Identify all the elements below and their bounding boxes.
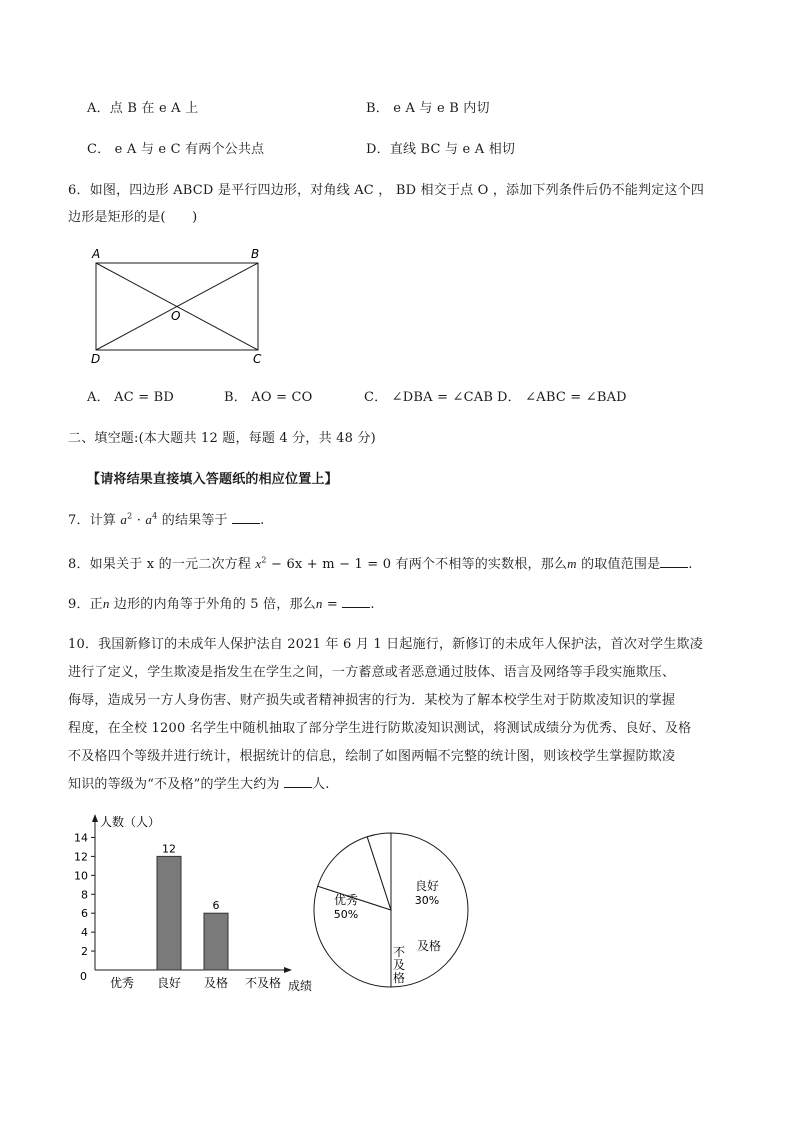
y-tick-label: 4 [81, 926, 88, 940]
section2-note: 【请将结果直接填入答题纸的相应位置上】 [87, 472, 338, 487]
x-category-label: 及格 [203, 976, 229, 990]
q7-exp1: 2 [127, 511, 133, 521]
q9-line [68, 593, 375, 612]
q10-line1: 10．我国新修订的未成年人保护法自 2021 年 6 月 1 日起施行，新修订的未成年人保护法，首次对学生欺凌 [68, 637, 703, 652]
pie-slice-label: 优秀 [333, 893, 359, 907]
x-axis-arrow [284, 967, 292, 973]
bar-chart [60, 808, 320, 998]
q7-a2: a [145, 512, 153, 527]
q6-option-d: D． ∠ABC = ∠BAD [497, 390, 627, 405]
q6-option-b: B． AO = CO [224, 390, 313, 405]
q5-option-d: D．直线 BC 与 e A 相切 [366, 142, 516, 157]
q8-eq: − 6x + m − 1 = 0 [266, 557, 392, 572]
q7-answer-blank[interactable] [232, 511, 260, 524]
q9-mid: 边形的内角等于外角的 5 倍，那么 [109, 597, 316, 612]
pie-slice-label: 格 [392, 971, 406, 985]
pie-slice-label: 不 [392, 945, 406, 959]
x-category-label: 不及格 [244, 976, 282, 990]
q8-end: . [688, 557, 693, 572]
q7-exp2: 4 [152, 511, 158, 521]
y-tick-label: 10 [74, 869, 88, 883]
y-axis-arrow [92, 814, 98, 822]
q6-option-a: A． AC = BD [87, 390, 174, 405]
pie-slice-label: 良好 [414, 879, 440, 893]
bar [157, 856, 181, 970]
parallelogram-figure [84, 243, 284, 373]
label-o: O [171, 309, 181, 323]
q5-option-c: C． e A 与 e C 有两个公共点 [87, 142, 265, 157]
pie-slice-label: 及 [392, 958, 406, 972]
bar-value-label: 12 [162, 842, 176, 856]
pie-chart [311, 830, 471, 990]
q8-exp: 2 [261, 555, 267, 565]
q7-end: . [260, 513, 265, 528]
q8-x: x [255, 556, 262, 571]
y-tick-label: 2 [81, 945, 88, 959]
q6-option-c: C． ∠DBA = ∠CAB [364, 390, 494, 405]
q8-mid: 有两个不相等的实数根，那么 [391, 557, 568, 572]
q7-pre: 7．计算 [68, 513, 121, 528]
q7-a1: a [120, 512, 128, 527]
label-d: D [91, 352, 101, 366]
q10-line2: 进行了定义，学生欺凌是指发生在学生之间，一方蓄意或者恶意通过肢体、语言及网络等手段实施欺压、 [68, 665, 676, 680]
q10-line6 [68, 773, 330, 792]
q10-line6-post: 人. [312, 777, 330, 792]
label-a: A [92, 247, 101, 261]
x-category-label: 优秀 [109, 976, 135, 990]
pie-slice-label: 及格 [416, 939, 442, 953]
bar-value-label: 6 [212, 899, 220, 913]
q6-stem-line1: 6．如图，四边形 ABCD 是平行四边形，对角线 AC ， BD 相交于点 O ，添加下列条件后仍不能判定这个四 [68, 183, 705, 198]
q5-option-b: B． e A 与 e B 内切 [366, 101, 490, 116]
q8-post: 的取值范围是 [576, 557, 661, 572]
q7-line [68, 509, 264, 528]
q5-option-a: A．点 B 在 e A 上 [87, 101, 199, 116]
q9-end: . [370, 597, 375, 612]
q9-pre: 9．正 [68, 597, 103, 612]
bar [204, 913, 228, 970]
q7-post: 的结果等于 [157, 513, 233, 528]
origin-label: 0 [80, 970, 87, 983]
q8-m: m [567, 556, 577, 571]
q9-eq: = [322, 597, 343, 612]
q8-line [68, 553, 693, 572]
q10-answer-blank[interactable] [284, 775, 312, 788]
q10-line3: 侮辱，造成另一方人身伤害、财产损失或者精神损害的行为．某校为了解本校学生对于防欺凌知识的掌握 [68, 693, 676, 708]
q10-line4: 程度，在全校 1200 名学生中随机抽取了部分学生进行防欺凌知识测试，将测试成绩分为优秀、良好、及格 [68, 721, 692, 736]
q10-line6-pre: 知识的等级为“不及格”的学生大约为 [68, 777, 285, 792]
x-category-label: 良好 [156, 976, 182, 990]
q9-answer-blank[interactable] [342, 595, 370, 608]
pie-slice-percent: 30% [414, 894, 440, 907]
q8-answer-blank[interactable] [660, 555, 688, 568]
pie-slice-percent: 50% [333, 908, 359, 921]
label-b: B [251, 247, 260, 261]
section2-title: 二、填空题:(本大题共 12 题，每题 4 分，共 48 分) [68, 431, 376, 446]
y-tick-label: 12 [74, 850, 88, 864]
y-axis-label: 人数（人） [100, 815, 161, 829]
q9-n: n [102, 596, 110, 611]
label-c: C [253, 352, 262, 366]
q10-line5: 不及格四个等级并进行统计，根据统计的信息，绘制了如图两幅不完整的统计图，则该校学生掌握防欺凌 [68, 749, 676, 764]
q6-stem-line2: 边形是矩形的是( ) [68, 210, 198, 225]
q9-n2: n [315, 596, 323, 611]
q8-pre: 8．如果关于 x 的一元二次方程 [68, 557, 256, 572]
y-tick-label: 8 [81, 888, 88, 902]
q7-dot: · [132, 513, 146, 528]
x-axis-label: 成绩 [288, 979, 313, 993]
y-tick-label: 6 [81, 907, 88, 921]
y-tick-label: 14 [74, 831, 88, 845]
